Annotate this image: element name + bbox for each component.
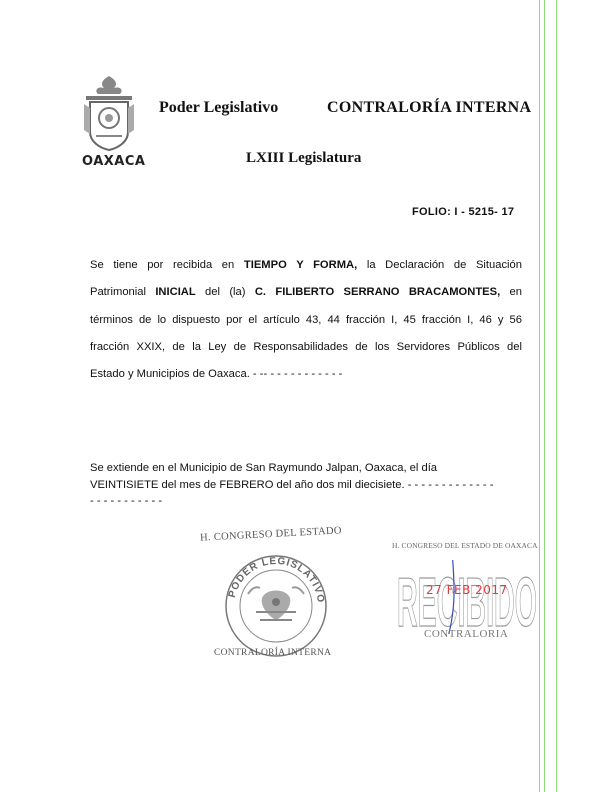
received-date: 27 FEB 2017 [426,583,508,597]
closing-line: Se extiende en el Municipio de San Raymundo Jalpan, Oaxaca, el día [90,462,438,474]
poder-legislativo-title: Poder Legislativo [159,99,279,116]
closing-paragraph [90,460,530,510]
margin-line [544,0,545,792]
paragraph-line: Se tiene por recibida en TIEMPO Y FORMA, la Declaración de Situación [90,259,522,271]
received-stamp-word: RECIBIDO [397,563,537,634]
legislatura-title: LXIII Legislatura [246,150,362,166]
oaxaca-coat-of-arms-icon [82,74,136,152]
congreso-stamp-header: H. CONGRESO DEL ESTADO [199,525,343,544]
poder-legislativo-seal-stamp [196,524,356,664]
paragraph-line: términos de lo dispuesto por el artículo 43, 44 fracción I, 45 fracción I, 46 y 56 [90,313,522,326]
received-stamp-header: H. CONGRESO DEL ESTADO DE OAXACA [392,541,538,550]
declaration-paragraph [90,252,522,388]
received-stamp-footer: CONTRALORIA [424,628,509,640]
closing-line: VEINTISIETE del mes de FEBRERO del año dos mil diecisiete. - - - - - - - - - - - - - [90,478,494,491]
oaxaca-label: OAXACA [82,154,146,169]
margin-line [539,0,540,792]
received-stamp [394,560,540,634]
paragraph-line: fracción XXIX, de la Ley de Responsabilidades de los Servidores Públicos del [90,340,522,353]
paragraph-line: Estado y Municipios de Oaxaca. - -- - - - - - - - - - - - [90,368,343,381]
margin-line [556,0,557,792]
seal-ring-text: PODER LEGISLATIVO [226,555,327,604]
folio-number: FOLIO: I - 5215- 17 [412,206,515,218]
closing-line: - - - - - - - - - - - [90,495,163,507]
contraloria-stamp-footer: CONTRALORÍA INTERNA [214,648,332,658]
contraloria-interna-title: CONTRALORÍA INTERNA [327,99,532,116]
paragraph-line: Patrimonial INICIAL del (la) C. FILIBERTO SERRANO BRACAMONTES, en [90,286,522,299]
